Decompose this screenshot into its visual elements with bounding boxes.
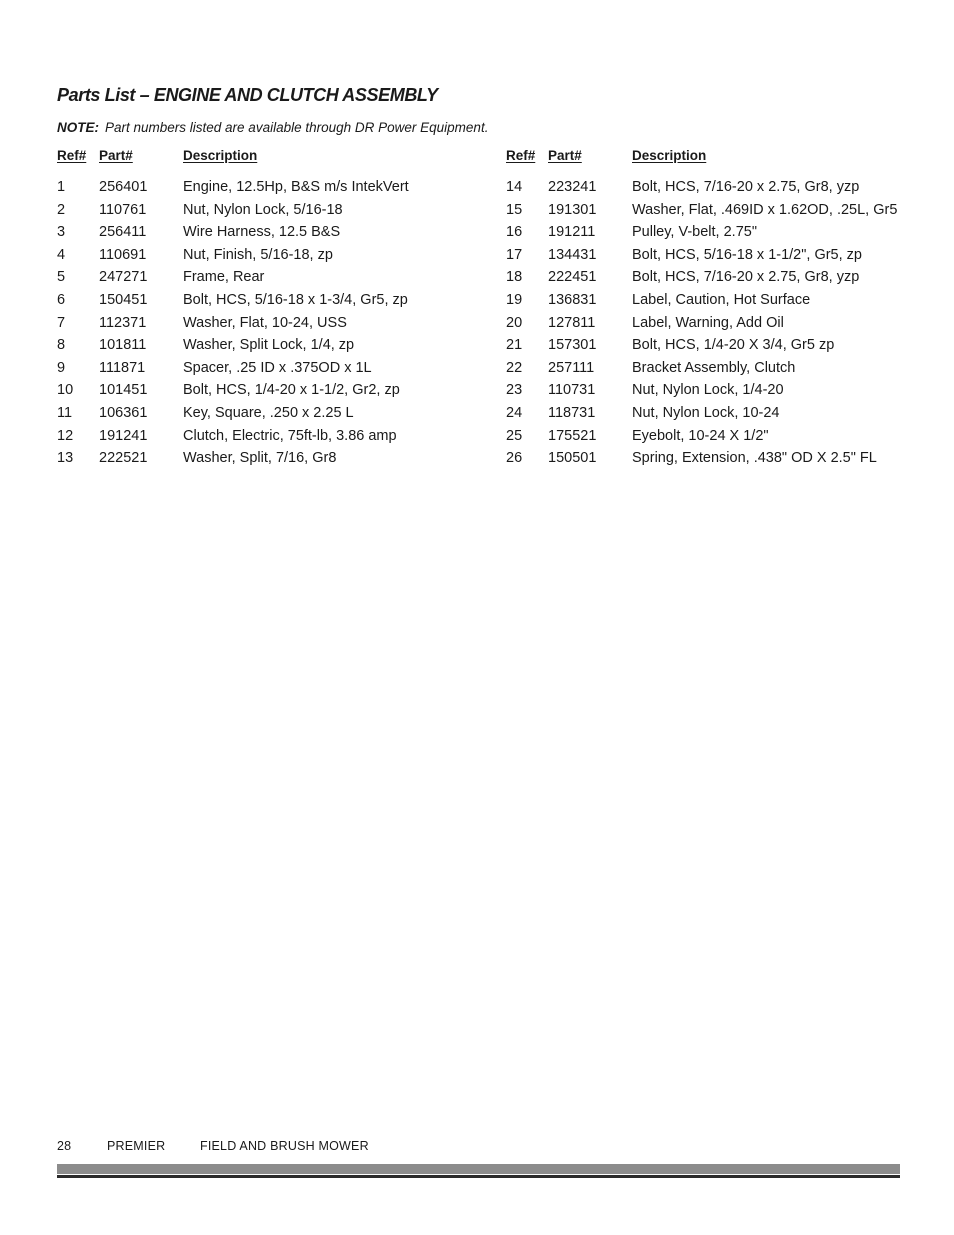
part-number-cell: 223241: [548, 179, 597, 195]
ref-cell: 21: [506, 337, 523, 354]
ref-cell: 2: [57, 201, 66, 218]
description-cell: Washer, Split, 7/16, Gr8: [183, 450, 337, 467]
part-number-cell: 150451: [99, 291, 148, 308]
table-row: [57, 202, 457, 225]
description-cell: Bolt, HCS, 1/4-20 X 3/4, Gr5 zp: [632, 337, 835, 354]
description-cell: Spring, Extension, .438" OD X 2.5" FL: [632, 450, 877, 467]
header-part: Part#: [548, 148, 582, 163]
table-row: [506, 224, 906, 247]
table-row: [506, 179, 906, 202]
table-body: [57, 179, 457, 473]
ref-cell: 3: [57, 224, 66, 241]
ref-cell: 1: [57, 179, 66, 195]
ref-cell: 16: [506, 224, 523, 241]
description-cell: Bolt, HCS, 5/16-18 x 1-1/2", Gr5, zp: [632, 246, 862, 263]
parts-table-right: [506, 147, 906, 473]
table-row: [57, 337, 457, 360]
description-cell: Washer, Split Lock, 1/4, zp: [183, 337, 355, 354]
part-number-cell: 127811: [548, 314, 596, 331]
footer-brand: PREMIER: [107, 1139, 166, 1153]
table-row: [506, 202, 906, 225]
table-row: [506, 405, 906, 428]
part-number-cell: 110691: [99, 246, 147, 263]
description-cell: Nut, Nylon Lock, 5/16-18: [183, 201, 343, 218]
ref-cell: 6: [57, 291, 66, 308]
table-row: [57, 405, 457, 428]
note: [57, 120, 488, 135]
part-number-cell: 191211: [548, 224, 596, 241]
table-row: [506, 247, 906, 270]
part-number-cell: 256401: [99, 179, 148, 195]
ref-cell: 22: [506, 359, 523, 376]
description-cell: Washer, Flat, 10-24, USS: [183, 314, 347, 331]
header-description: Description: [183, 148, 258, 163]
table-row: [57, 315, 457, 338]
table-row: [57, 292, 457, 315]
part-number-cell: 136831: [548, 291, 597, 308]
ref-cell: 10: [57, 382, 74, 399]
part-number-cell: 112371: [99, 314, 147, 331]
description-cell: Label, Warning, Add Oil: [632, 314, 784, 331]
description-cell: Nut, Nylon Lock, 10-24: [632, 404, 780, 421]
description-cell: Washer, Flat, .469ID x 1.62OD, .25L, Gr5: [632, 201, 898, 218]
description-cell: Bolt, HCS, 5/16-18 x 1-3/4, Gr5, zp: [183, 291, 408, 308]
description-cell: Nut, Nylon Lock, 1/4-20: [632, 382, 784, 399]
page-title: Parts List – ENGINE AND CLUTCH ASSEMBLY: [57, 85, 438, 105]
table-row: [506, 337, 906, 360]
ref-cell: 17: [506, 246, 523, 263]
description-cell: Bracket Assembly, Clutch: [632, 359, 796, 376]
header-part: Part#: [99, 148, 133, 163]
description-cell: Label, Caution, Hot Surface: [632, 291, 811, 308]
part-number-cell: 150501: [548, 450, 597, 467]
part-number-cell: 110731: [548, 382, 596, 399]
part-number-cell: 175521: [548, 427, 597, 444]
ref-cell: 12: [57, 427, 74, 444]
ref-cell: 19: [506, 291, 523, 308]
page-number: 28: [57, 1139, 72, 1153]
footer-rule-bar: [57, 1164, 900, 1174]
description-cell: Key, Square, .250 x 2.25 L: [183, 404, 354, 421]
table-row: [57, 269, 457, 292]
ref-cell: 8: [57, 337, 66, 354]
table-row: [57, 382, 457, 405]
part-number-cell: 118731: [548, 404, 596, 421]
table-row: [57, 360, 457, 383]
table-body: [506, 179, 906, 473]
description-cell: Bolt, HCS, 1/4-20 x 1-1/2, Gr2, zp: [183, 382, 400, 399]
header-ref: Ref#: [506, 148, 536, 163]
ref-cell: 9: [57, 359, 66, 376]
note-text: Part numbers listed are available through DR Power Equipment.: [105, 120, 489, 135]
description-cell: Bolt, HCS, 7/16-20 x 2.75, Gr8, yzp: [632, 269, 860, 286]
part-number-cell: 157301: [548, 337, 597, 354]
ref-cell: 20: [506, 314, 523, 331]
part-number-cell: 256411: [99, 224, 147, 241]
ref-cell: 23: [506, 382, 523, 399]
table-row: [57, 179, 457, 202]
table-row: [506, 292, 906, 315]
description-cell: Nut, Finish, 5/16-18, zp: [183, 246, 333, 263]
ref-cell: 18: [506, 269, 523, 286]
part-number-cell: 110761: [99, 201, 147, 218]
table-row: [57, 247, 457, 270]
ref-cell: 15: [506, 201, 523, 218]
table-row: [57, 428, 457, 451]
description-cell: Clutch, Electric, 75ft-lb, 3.86 amp: [183, 427, 397, 444]
part-number-cell: 101451: [99, 382, 148, 399]
table-row: [506, 382, 906, 405]
description-cell: Pulley, V-belt, 2.75": [632, 224, 757, 241]
ref-cell: 14: [506, 179, 523, 195]
table-row: [57, 450, 457, 473]
ref-cell: 11: [57, 404, 73, 421]
ref-cell: 26: [506, 450, 523, 467]
ref-cell: 25: [506, 427, 523, 444]
part-number-cell: 247271: [99, 269, 148, 286]
part-number-cell: 101811: [99, 337, 147, 354]
parts-table-left: [57, 147, 457, 473]
table-row: [506, 360, 906, 383]
footer-rule-line: [57, 1175, 900, 1178]
table-header: [57, 147, 457, 169]
part-number-cell: 191241: [99, 427, 148, 444]
table-header: [506, 147, 906, 169]
description-cell: Spacer, .25 ID x .375OD x 1L: [183, 359, 372, 376]
part-number-cell: 257111: [548, 359, 595, 376]
footer-product: FIELD AND BRUSH MOWER: [200, 1139, 369, 1153]
ref-cell: 13: [57, 450, 74, 467]
ref-cell: 7: [57, 314, 66, 331]
table-row: [506, 315, 906, 338]
part-number-cell: 134431: [548, 246, 597, 263]
footer-rule: [57, 1164, 900, 1178]
description-cell: Wire Harness, 12.5 B&S: [183, 224, 341, 241]
table-row: [506, 450, 906, 473]
part-number-cell: 106361: [99, 404, 148, 421]
header-ref: Ref#: [57, 148, 87, 163]
ref-cell: 24: [506, 404, 523, 421]
header-description: Description: [632, 148, 707, 163]
part-number-cell: 222521: [99, 450, 148, 467]
table-row: [506, 269, 906, 292]
part-number-cell: 222451: [548, 269, 597, 286]
note-label: NOTE:: [57, 120, 99, 135]
description-cell: Eyebolt, 10-24 X 1/2": [632, 427, 769, 444]
description-cell: Frame, Rear: [183, 269, 265, 286]
description-cell: Engine, 12.5Hp, B&S m/s IntekVert: [183, 179, 409, 195]
part-number-cell: 191301: [548, 201, 597, 218]
ref-cell: 5: [57, 269, 66, 286]
part-number-cell: 111871: [99, 359, 146, 376]
description-cell: Bolt, HCS, 7/16-20 x 2.75, Gr8, yzp: [632, 179, 860, 195]
table-row: [57, 224, 457, 247]
table-row: [506, 428, 906, 451]
ref-cell: 4: [57, 246, 66, 263]
